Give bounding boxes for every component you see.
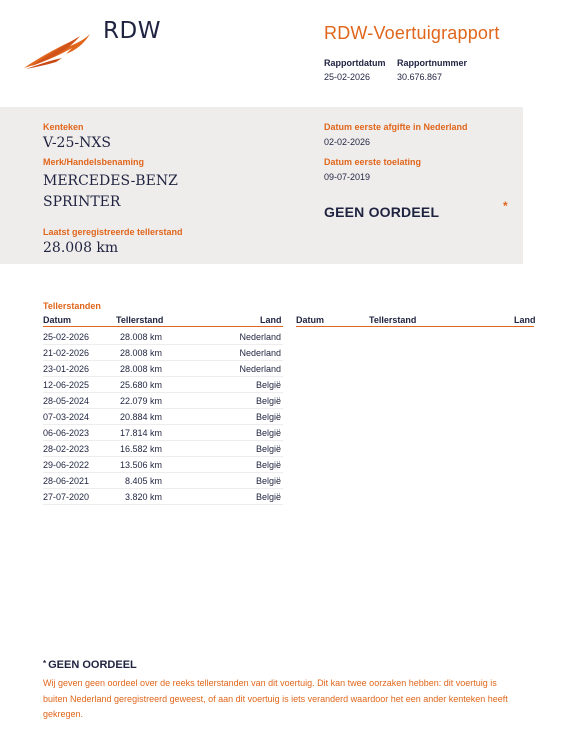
cell-tellerstand: 22.079 km (119, 396, 162, 406)
cell-land: België (255, 380, 281, 390)
cell-datum: 23-01-2026 (43, 364, 90, 374)
cell-datum: 28-02-2023 (43, 444, 90, 454)
cell-tellerstand: 8.405 km (124, 476, 162, 486)
col-header-land: Land (260, 315, 282, 325)
kenteken-label: Kenteken (43, 122, 84, 132)
footnote-marker: * (43, 659, 47, 668)
afgifte-label: Datum eerste afgifte in Nederland (324, 122, 468, 132)
cell-tellerstand: 28.008 km (119, 348, 162, 358)
cell-tellerstand: 16.582 km (119, 444, 162, 454)
cell-tellerstand: 13.506 km (119, 460, 162, 470)
kenteken-value: V-25-NXS (43, 135, 111, 151)
table-row (43, 377, 283, 393)
col-header-land-right: Land (514, 315, 536, 325)
cell-datum: 28-05-2024 (43, 396, 90, 406)
cell-datum: 06-06-2023 (43, 428, 90, 438)
cell-tellerstand: 3.820 km (124, 492, 162, 502)
cell-land: Nederland (239, 348, 281, 358)
tellerstand-value: 28.008 km (43, 240, 119, 256)
verdict-asterisk: * (503, 199, 508, 213)
table-row (43, 361, 283, 377)
col-header-tellerstand-right: Tellerstand (369, 315, 417, 325)
cell-land: België (255, 476, 281, 486)
cell-datum: 12-06-2025 (43, 380, 90, 390)
toelating-label: Datum eerste toelating (324, 157, 422, 167)
rapportnummer-value: 30.676.867 (397, 72, 443, 82)
cell-tellerstand: 17.814 km (119, 428, 162, 438)
cell-datum: 27-07-2020 (43, 492, 90, 502)
cell-datum: 07-03-2024 (43, 412, 90, 422)
header-underline-left (43, 326, 283, 327)
table-row (43, 457, 283, 473)
cell-land: België (255, 396, 281, 406)
cell-tellerstand: 20.884 km (119, 412, 162, 422)
table-row (43, 409, 283, 425)
cell-tellerstand: 28.008 km (119, 364, 162, 374)
cell-land: Nederland (239, 364, 281, 374)
table-row (43, 425, 283, 441)
footnote-title (43, 659, 137, 671)
cell-datum: 21-02-2026 (43, 348, 90, 358)
table-row (43, 441, 283, 457)
rapportdatum-label: Rapportdatum (324, 58, 386, 68)
cell-tellerstand: 28.008 km (119, 332, 162, 342)
col-header-datum-right: Datum (296, 315, 325, 325)
cell-datum: 25-02-2026 (43, 332, 90, 342)
table-row (43, 473, 283, 489)
tellerstanden-title: Tellerstanden (43, 301, 101, 311)
table-row (43, 345, 283, 361)
table-row (43, 329, 283, 345)
cell-land: België (255, 444, 281, 454)
cell-land: België (255, 492, 281, 502)
header-underline-right (296, 326, 534, 327)
tellerstand-label: Laatst geregistreerde tellerstand (43, 227, 183, 237)
table-row (43, 489, 283, 505)
cell-land: Nederland (239, 332, 281, 342)
col-header-datum: Datum (43, 315, 72, 325)
verdict-text: GEEN OORDEEL (324, 204, 440, 220)
report-title: RDW-Voertuigrapport (324, 23, 500, 43)
cell-land: België (255, 460, 281, 470)
cell-datum: 28-06-2021 (43, 476, 90, 486)
merk-value: MERCEDES-BENZ (43, 173, 178, 189)
rapportdatum-value: 25-02-2026 (324, 72, 371, 82)
footnote-title-text: GEEN OORDEEL (48, 659, 137, 671)
rdw-logo-icon (22, 30, 92, 70)
cell-land: België (255, 412, 281, 422)
handelsbenaming-value: SPRINTER (43, 194, 121, 210)
tellerstanden-table (43, 329, 283, 505)
cell-datum: 29-06-2022 (43, 460, 90, 470)
merk-label: Merk/Handelsbenaming (43, 157, 145, 167)
cell-tellerstand: 25.680 km (119, 380, 162, 390)
table-row (43, 393, 283, 409)
toelating-value: 09-07-2019 (324, 172, 371, 182)
afgifte-value: 02-02-2026 (324, 137, 371, 147)
brand-name: RDW (103, 18, 161, 44)
rapportnummer-label: Rapportnummer (397, 58, 468, 68)
cell-land: België (255, 428, 281, 438)
col-header-tellerstand: Tellerstand (116, 315, 164, 325)
footnote-text: Wij geven geen oordeel over de reeks tellerstanden van dit voertuig. Dit kan twee oorzaken hebben: dit voertuig is buiten Nederland geregistreerd geweest, of aan dit voertuig is iets veranderd waardoor het een ander kenteken heeft gekregen. (43, 678, 508, 719)
